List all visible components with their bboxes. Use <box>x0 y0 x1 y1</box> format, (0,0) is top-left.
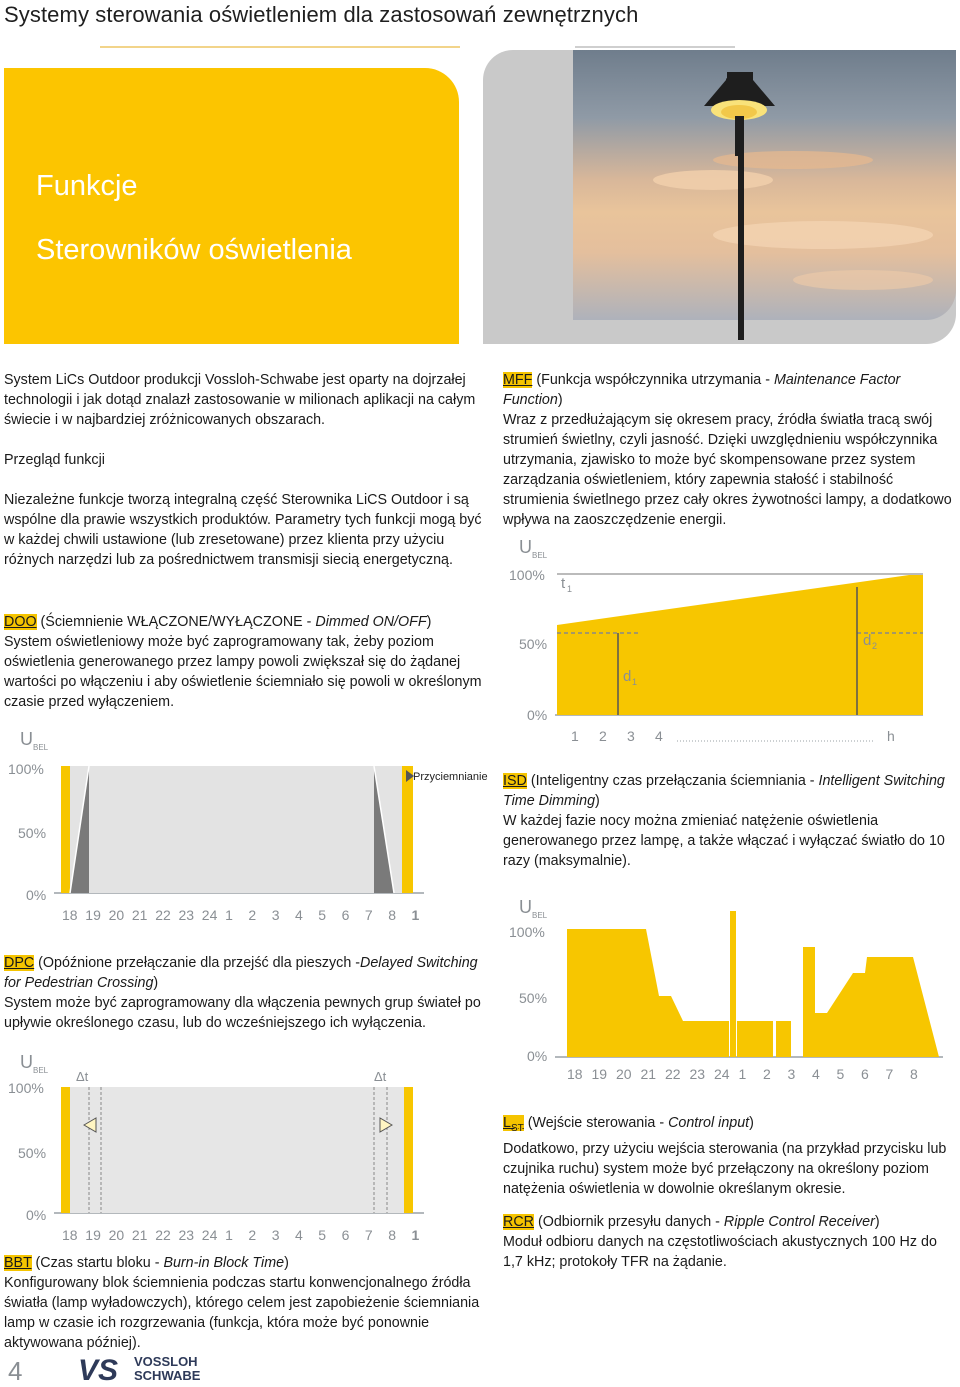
x-tick-label: 23 <box>178 1227 195 1243</box>
lst-title-end: ) <box>749 1115 754 1131</box>
dimming-profile-4 <box>776 1021 791 1057</box>
doo-body: System oświetleniowy może być zaprogramowany tak, żeby poziom oświetlenia generowanego przez lampy powoli zwiększał się do żądanej wartości po włączeniu i aby oświetlenie ściemniało się powoli w określonym czasie przed wyłączeniem. <box>4 634 482 710</box>
logo-text-top: VOSSLOH <box>134 1354 198 1369</box>
y-tick-50: 50% <box>18 1145 47 1161</box>
y-tick-50: 50% <box>519 990 548 1006</box>
t1-sub: 1 <box>567 584 573 594</box>
x-tick-label: 21 <box>131 907 148 923</box>
lst-section <box>503 1113 958 1199</box>
x-tick-label: 22 <box>665 1066 681 1082</box>
dimming-profile-2 <box>703 1021 729 1057</box>
d2-sub: 2 <box>872 641 878 651</box>
switch-on-spike <box>730 911 736 1057</box>
axis-u-label: U <box>519 537 532 557</box>
full-level-line <box>557 573 923 575</box>
x-tick-label: 2 <box>248 1227 257 1243</box>
x-tick-label: 4 <box>295 1227 303 1243</box>
doo-chart <box>4 730 424 930</box>
intro-paragraph: System LiCs Outdoor produkcji Vossloh-Schwabe jest oparty na dojrzałej technologii i jak dotąd znalazł zastosowanie w milionach aplikacji na całym świecie i w najbardziej zróżnicowanych obszarach. <box>4 372 476 428</box>
x-tick-label: 6 <box>341 907 350 923</box>
dimming-profile-1 <box>567 929 703 1057</box>
x-tick-label: 3 <box>271 907 280 923</box>
axis-u-label: U <box>519 897 532 917</box>
isd-title-end: ) <box>595 793 600 809</box>
mff-title-em: Maintenance Factor Function <box>503 372 901 408</box>
d1-sub: 1 <box>632 677 638 687</box>
x-tick-label: 3 <box>627 728 635 744</box>
mff-chart-svg <box>503 533 923 748</box>
y-tick-100: 100% <box>8 761 44 777</box>
x-tick-label: 3 <box>271 1227 280 1243</box>
mff-key: MFF <box>503 372 533 388</box>
x-tick-label: 4 <box>295 907 303 923</box>
dimming-profile-3 <box>737 1021 773 1057</box>
x-tick-label: 20 <box>616 1066 632 1082</box>
isd-key: ISD <box>503 773 527 789</box>
dimmed-area <box>70 766 402 893</box>
axis-u-sub: BEL <box>33 1066 49 1075</box>
y-tick-0: 0% <box>26 887 47 903</box>
y-tick-0: 0% <box>527 707 548 723</box>
x-tick-label: 18 <box>62 907 78 923</box>
bbt-section <box>4 1253 486 1353</box>
dpc-chart-svg <box>4 1050 424 1250</box>
x-tick-label: 1 <box>225 1227 233 1243</box>
doo-caption: Przyciemnianie <box>413 771 488 783</box>
hero-title-line1: Funkcje <box>36 170 138 202</box>
d1-label: d <box>623 668 632 685</box>
x-tick-label: 21 <box>131 1227 148 1243</box>
x-tick-label: 22 <box>155 1227 171 1243</box>
x-tick-label: 6 <box>861 1066 869 1082</box>
x-tick-label: 19 <box>85 907 101 923</box>
x-tick-label: 4 <box>812 1066 820 1082</box>
x-tick-label: 19 <box>85 1227 101 1243</box>
t1-label: t <box>561 575 566 592</box>
hero-title-line2: Sterowników oświetlenia <box>36 234 352 266</box>
street-lamp-icon <box>483 50 956 344</box>
x-tick-label: 1 <box>571 728 579 744</box>
y-tick-100: 100% <box>8 1080 44 1096</box>
isd-chart <box>503 893 943 1093</box>
isd-chart-svg <box>503 893 943 1093</box>
street-lamp-photo <box>483 50 956 344</box>
bbt-title: (Czas startu bloku - <box>31 1255 164 1271</box>
x-tick-label: 21 <box>640 1066 657 1082</box>
x-tick-label: 1 <box>411 907 420 923</box>
y-tick-100: 100% <box>509 924 545 940</box>
y-tick-100: 100% <box>509 567 545 583</box>
dpc-title-em: Delayed Switching for Pedestrian Crossing <box>4 955 478 991</box>
doo-title-em: Dimmed ON/OFF <box>315 614 427 630</box>
lst-key-sub: ST <box>510 1122 524 1134</box>
dpc-chart <box>4 1050 424 1250</box>
x-tick-label: 1 <box>411 1227 420 1243</box>
x-tick-labels <box>567 1066 918 1082</box>
lst-title: (Wejście sterowania - <box>523 1115 669 1131</box>
x-tick-label: 7 <box>364 907 373 923</box>
x-tick-label: 24 <box>201 907 218 923</box>
x-tick-label: 24 <box>201 1227 218 1243</box>
vossloh-schwabe-logo <box>78 1352 218 1384</box>
page-number: 4 <box>8 1356 23 1386</box>
hero-banner <box>4 68 459 344</box>
delayed-area <box>70 1087 404 1213</box>
x-tick-label: 20 <box>108 1227 125 1243</box>
title-rule <box>100 46 460 48</box>
delta-t-label: Δt <box>76 1069 89 1084</box>
x-tick-label: 23 <box>689 1066 706 1082</box>
mff-title: (Funkcja współczynnika utrzymania - <box>532 372 774 388</box>
rcr-title: (Odbiornik przesyłu danych - <box>533 1214 724 1230</box>
delta-t-label: Δt <box>374 1069 387 1084</box>
overview-heading: Przegląd funkcji <box>4 452 105 468</box>
x-tick-labels <box>62 907 420 923</box>
mff-body: Wraz z przedłużającym się okresem pracy, źródła światła tracą swój strumień świetlny, czyli jasność. Dzięki uwzględnieniu współczynnika utrzymania, zjawisko to może być skompensowane przez system zarządzania oświetleniem, który zapewnia stałość i stabilność strumienia świetlnego przez cały okres żywotności lampy, a dodatkowo wpływa na zaoszczędzenie energii. <box>503 412 952 528</box>
doo-title-end: ) <box>426 614 432 630</box>
intro-section <box>4 370 486 570</box>
overview-paragraph: Niezależne funkcje tworzą integralną część Sterownika LiCS Outdoor i są wspólne dla prawie wszystkich produktów. Parametry tych funkcji mogą być w każdej chwili ustawione (lub zresetowane) przez klienta przy użyciu różnych narzędzi lub za pośrednictwem transmisji siecią energetyczną. <box>4 492 482 568</box>
x-end-label: h <box>887 728 895 744</box>
doo-key: DOO <box>4 614 37 630</box>
dpc-body: System może być zaprogramowany dla włączenia pewnych grup świateł po upływie określonego czasu, lub do wcześniejszego ich wyłączenia. <box>4 995 481 1031</box>
mff-chart <box>503 533 923 748</box>
isd-title: (Inteligentny czas przełączania ściemniania - <box>526 773 819 789</box>
x-tick-label: 8 <box>388 907 396 923</box>
mff-title-end: ) <box>557 392 563 408</box>
rcr-title-end: ) <box>874 1214 880 1230</box>
x-tick-label: 19 <box>591 1066 608 1082</box>
d2-label: d <box>863 632 872 649</box>
dpc-key: DPC <box>4 955 35 971</box>
dimming-profile-6 <box>815 957 939 1057</box>
logo-mark: VS <box>78 1354 119 1384</box>
bbt-title-em: Burn-in Block Time <box>163 1255 285 1271</box>
x-tick-label: 8 <box>910 1066 918 1082</box>
y-tick-50: 50% <box>18 825 47 841</box>
dimming-profile-5 <box>803 947 815 1057</box>
y-tick-0: 0% <box>527 1048 548 1064</box>
logo-text-bottom: SCHWABE <box>134 1368 201 1383</box>
x-tick-label: 8 <box>388 1227 396 1243</box>
lst-key: $L_{ST}$ <box>503 1115 524 1134</box>
x-tick-label: 1 <box>225 907 233 923</box>
doo-chart-svg <box>4 730 424 930</box>
y-tick-0: 0% <box>26 1207 47 1223</box>
rcr-title-em: Ripple Control Receiver <box>723 1214 875 1230</box>
x-tick-labels <box>62 1227 420 1243</box>
dpc-section <box>4 953 486 1033</box>
bbt-body: Konfigurowany blok ściemnienia podczas startu konwencjonalnego źródła światła (lamp wyładowczych), którego celem jest zapobieżenie ściemniania lamp w czasie ich rozgrzewania (funkcja, która może być ponownie aktywowana później). <box>4 1275 480 1351</box>
rcr-body: Moduł odbioru danych na częstotliwościach akustycznych 100 Hz do 1,7 kHz; protokoły TFR na żądanie. <box>503 1234 937 1270</box>
title-rule <box>575 46 735 48</box>
x-tick-label: 2 <box>599 728 607 744</box>
doo-title: (Ściemnienie WŁĄCZONE/WYŁĄCZONE - <box>36 614 316 630</box>
x-tick-labels <box>571 728 663 744</box>
x-tick-label: 22 <box>155 907 171 923</box>
axis-u-sub: BEL <box>33 743 49 752</box>
dpc-title: (Opóźnione przełączanie dla przejść dla pieszych - <box>34 955 361 971</box>
x-tick-label: 24 <box>714 1066 730 1082</box>
lst-title-em: Control input <box>668 1115 750 1131</box>
page-title: Systemy sterowania oświetleniem dla zastosowań zewnętrznych <box>4 2 639 27</box>
rcr-section <box>503 1212 958 1272</box>
isd-body: W każdej fazie nocy można zmieniać natężenie oświetlenia generowanego przez lampę, a także włączać i wyłączać światło do 10 razy (maksymalnie). <box>503 813 945 869</box>
dpc-title-end: ) <box>153 975 159 991</box>
y-tick-50: 50% <box>519 636 548 652</box>
x-tick-label: 5 <box>318 907 327 923</box>
x-tick-label: 5 <box>318 1227 327 1243</box>
x-tick-label: 20 <box>108 907 125 923</box>
axis-u-label: U <box>20 1052 33 1072</box>
x-tick-label: 4 <box>655 728 663 744</box>
isd-section <box>503 771 958 871</box>
axis-u-sub: BEL <box>532 551 548 560</box>
isd-title-em: Intelligent Switching Time Dimming <box>503 773 945 809</box>
axis-u-label: U <box>20 730 33 749</box>
x-tick-label: 18 <box>62 1227 78 1243</box>
bbt-title-end: ) <box>284 1255 289 1271</box>
doo-section <box>4 612 486 712</box>
x-tick-label: 7 <box>885 1066 894 1082</box>
bbt-key: BBT <box>4 1255 32 1271</box>
x-tick-label: 7 <box>364 1227 373 1243</box>
axis-u-sub: BEL <box>532 911 548 920</box>
x-tick-label: 6 <box>341 1227 350 1243</box>
x-tick-label: 5 <box>836 1066 845 1082</box>
x-tick-label: 2 <box>763 1066 771 1082</box>
x-tick-label: 18 <box>567 1066 583 1082</box>
rcr-key: RCR <box>503 1214 534 1230</box>
mff-section <box>503 370 958 530</box>
x-tick-label: 2 <box>248 907 257 923</box>
x-tick-label: 3 <box>787 1066 796 1082</box>
x-tick-label: 1 <box>738 1066 747 1082</box>
lst-body: Dodatkowo, przy użyciu wejścia sterowania (na przykład przycisku lub czujnika ruchu) system może być przełączony na określony poziom natężenia oświetlenia w dowolnie określanym okresie. <box>503 1140 947 1197</box>
x-tick-label: 23 <box>178 907 195 923</box>
